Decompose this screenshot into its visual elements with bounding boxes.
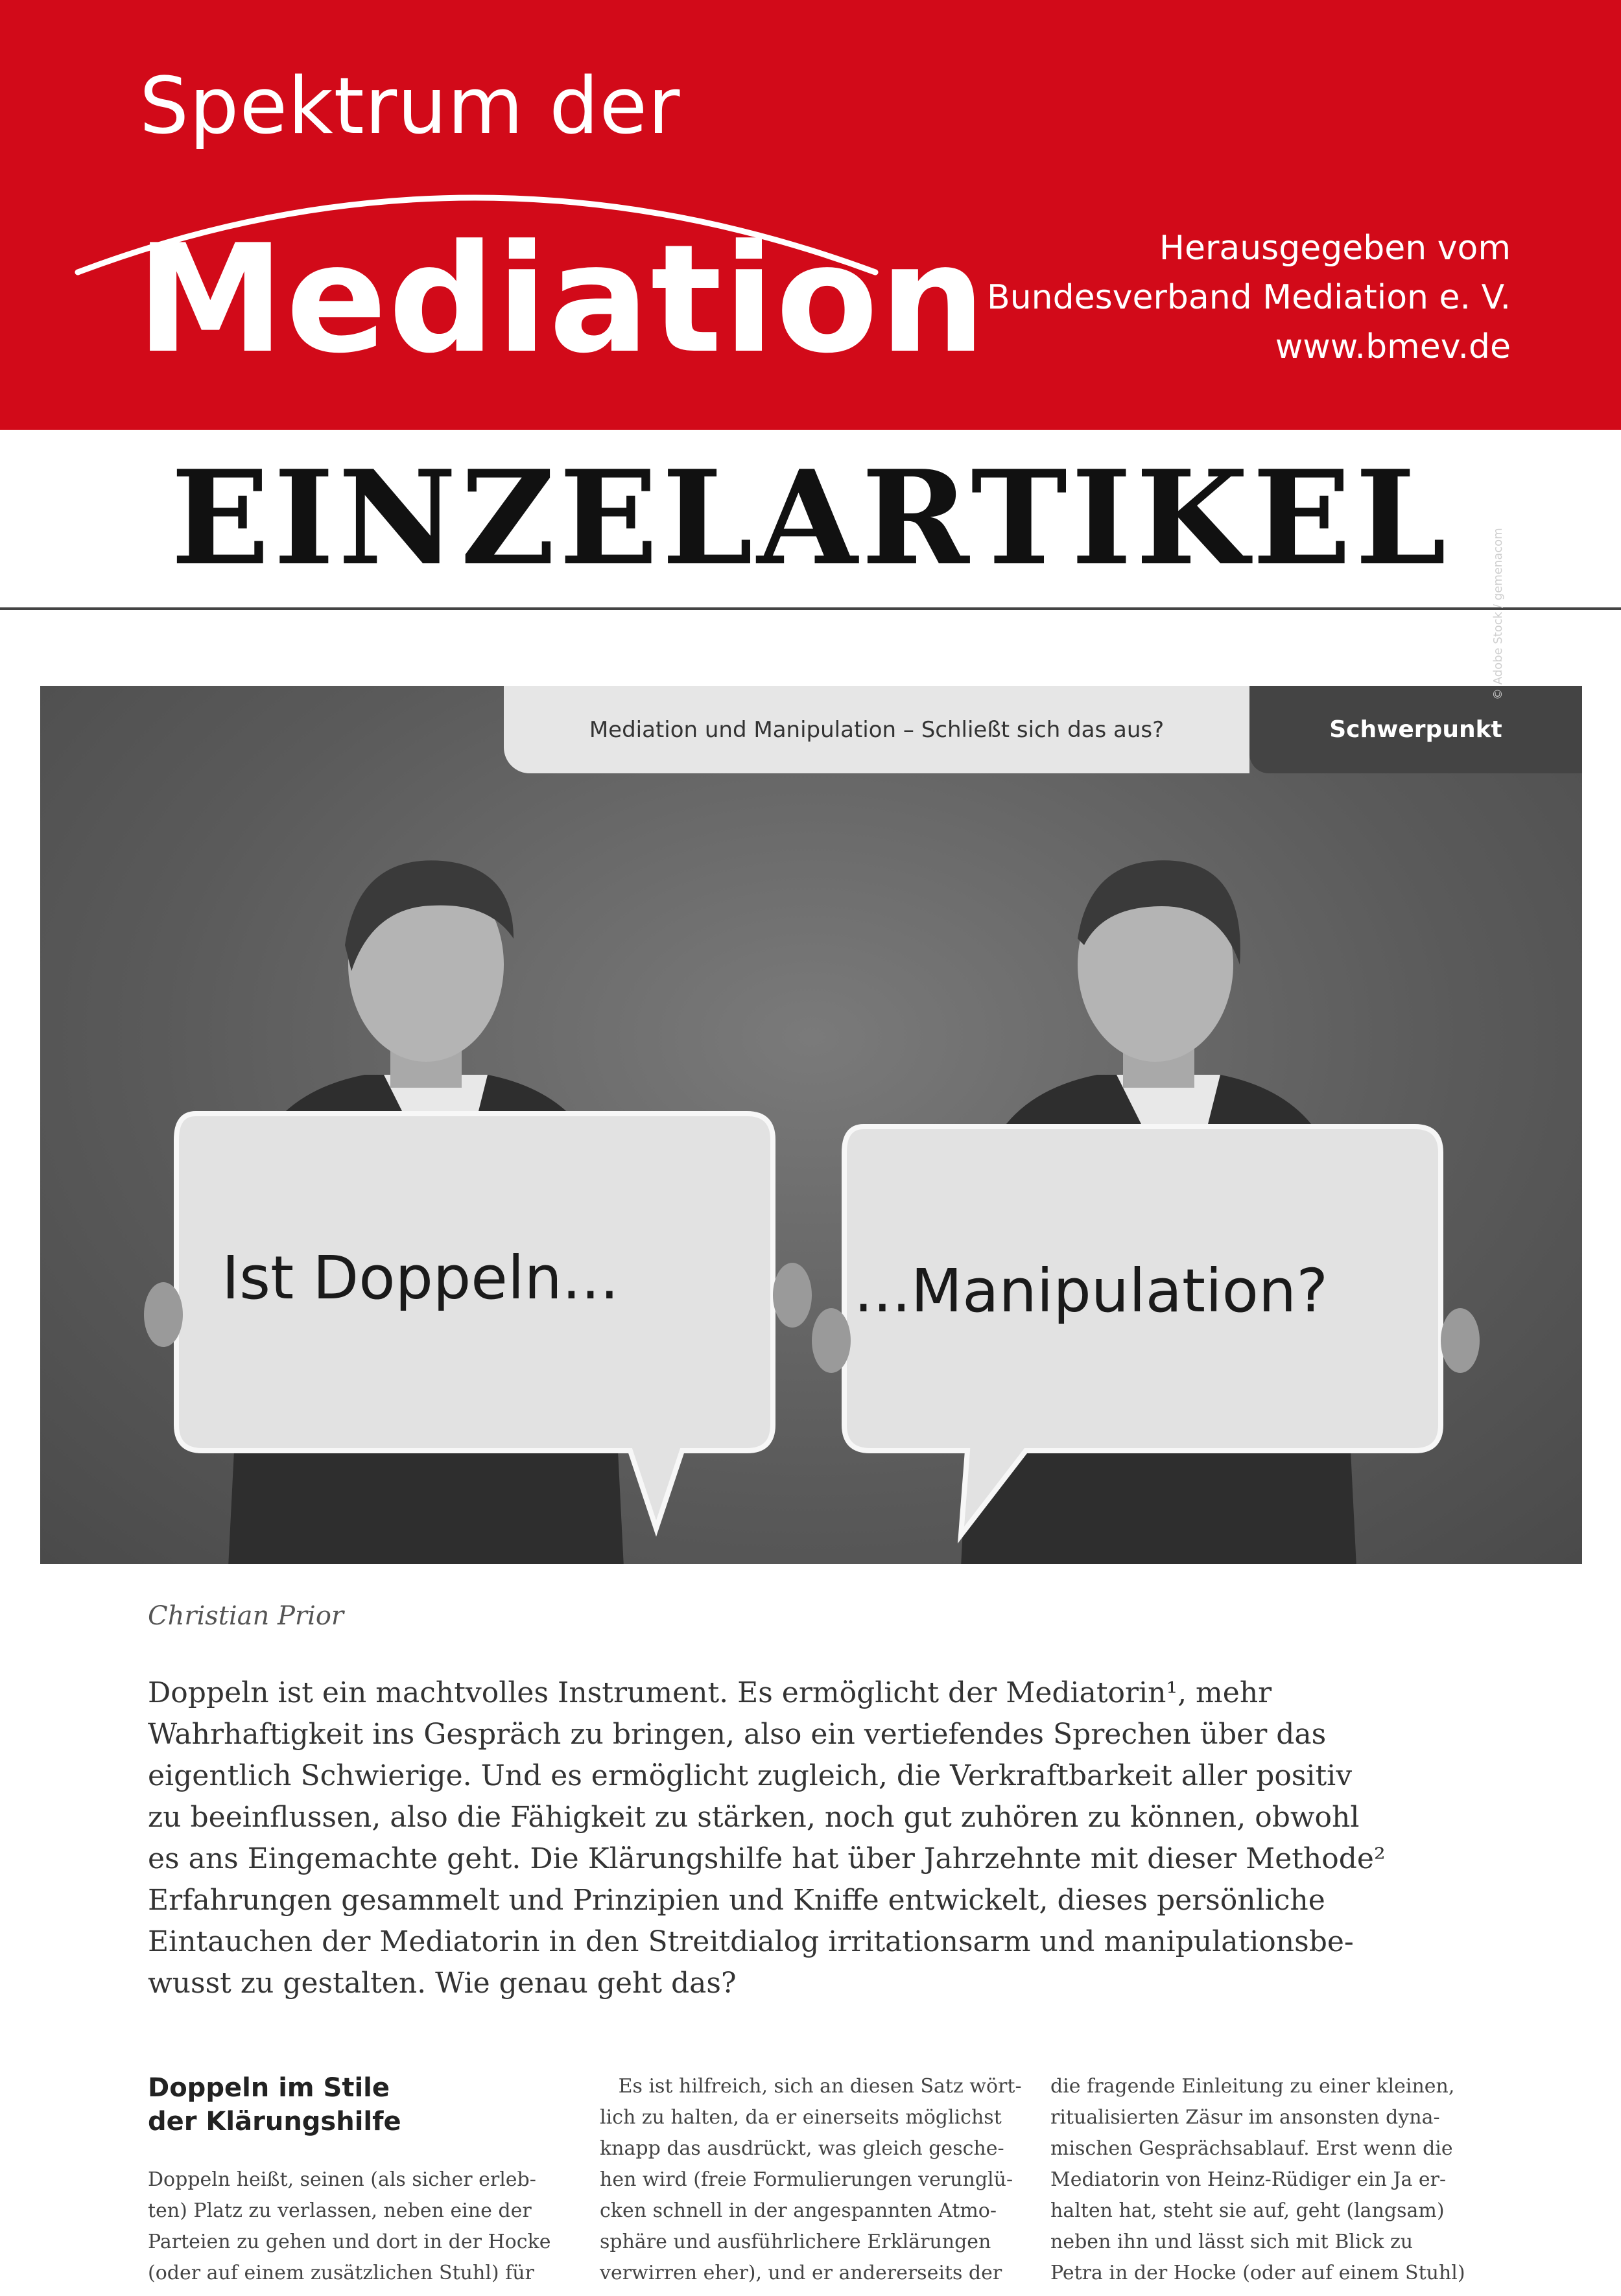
body-line: cken schnell in der angespannten Atmo- [600,2199,997,2222]
brand-title-top: Spektrum der [139,62,681,152]
body-line: Doppeln heißt, seinen (als sicher erleb- [148,2168,536,2191]
body-line: knapp das ausdrückt, was gleich gesche- [600,2137,1004,2160]
brand-title-main: Mediation [136,213,988,386]
text-column-3 [1050,2071,1465,2289]
body-line: (oder auf einem zusätzlichen Stuhl) für [148,2262,534,2284]
speech-bubble-left-text: Ist Doppeln... [222,1243,619,1313]
section-tag: Schwerpunkt [1249,686,1582,773]
body-line: Parteien zu gehen und dort in der Hocke [148,2231,551,2253]
publisher-website: www.bmev.de [1275,327,1511,366]
body-line: sphäre und ausführlichere Erklärungen [600,2231,991,2253]
section-heading-line: Doppeln im Stile [148,2073,390,2103]
lead-line: wusst zu gestalten. Wie genau geht das? [148,1967,737,2000]
divider [0,607,1621,610]
body-line: neben ihn und lässt sich mit Blick zu [1050,2231,1414,2253]
text-column-2 [600,2071,1022,2289]
speech-bubble-right-text: ...Manipulation? [854,1256,1329,1326]
body-line: ten) Platz zu verlassen, neben eine der [148,2199,532,2222]
section-heading-line: der Klärungshilfe [148,2107,401,2137]
body-line: mischen Gesprächsablauf. Erst wenn die [1050,2137,1453,2160]
body-line: hen wird (freie Formulierungen verunglü- [600,2168,1013,2191]
lead-line: zu beeinflussen, also die Fähigkeit zu stärken, noch gut zuhören zu können, obwohl [148,1801,1360,1834]
publisher-info [987,224,1511,371]
body-line: Mediatorin von Heinz-Rüdiger ein Ja er- [1050,2168,1447,2191]
lead-line: Erfahrungen gesammelt und Prinzipien und Kniffe entwickelt, dieses persönliche [148,1884,1325,1917]
body-line: Es ist hilfreich, sich an diesen Satz wört- [600,2075,1022,2098]
lead-line: Eintauchen der Mediatorin in den Streitdialog irritationsarm und manipulationsbe- [148,1925,1354,1958]
section-heading [148,2071,563,2138]
author-name: Christian Prior [148,1601,344,1631]
lead-line: es ans Eingemachte geht. Die Klärungshilfe hat über Jahrzehnte mit dieser Methode² [148,1842,1386,1875]
text-column-1 [148,2071,563,2289]
lead-line: eigentlich Schwierige. Und es ermöglicht zugleich, die Verkraftbarkeit aller positiv [148,1759,1353,1792]
publisher-line: Bundesverband Mediation e. V. [987,278,1511,317]
publisher-line: Herausgegeben vom [1159,229,1511,268]
hands [137,1243,1499,1386]
body-line: Petra in der Hocke (oder auf einem Stuhl) [1050,2262,1465,2284]
body-line: lich zu halten, da er einerseits möglichst [600,2106,1002,2129]
lead-line: Doppeln ist ein machtvolles Instrument. Es ermöglicht der Mediatorin¹, mehr [148,1676,1272,1709]
body-line: ritualisierten Zäsur im ansonsten dyna- [1050,2106,1440,2129]
body-line: verwirren eher), und er andererseits der [600,2262,1002,2284]
body-line: halten hat, steht sie auf, geht (langsam) [1050,2199,1445,2222]
topic-bar: Mediation und Manipulation – Schließt sich das aus? [504,686,1249,773]
photo-credit: © Adobe Stock / gemenacom [1491,528,1505,700]
lead-line: Wahrhaftigkeit ins Gespräch zu bringen, also ein vertiefendes Sprechen über das [148,1718,1327,1751]
body-line: die fragende Einleitung zu einer kleinen, [1050,2075,1455,2098]
lead-paragraph [148,1672,1386,2004]
masthead [0,0,1621,430]
document-type-title: EINZELARTIKEL [171,442,1450,594]
article-photo [40,686,1582,1564]
